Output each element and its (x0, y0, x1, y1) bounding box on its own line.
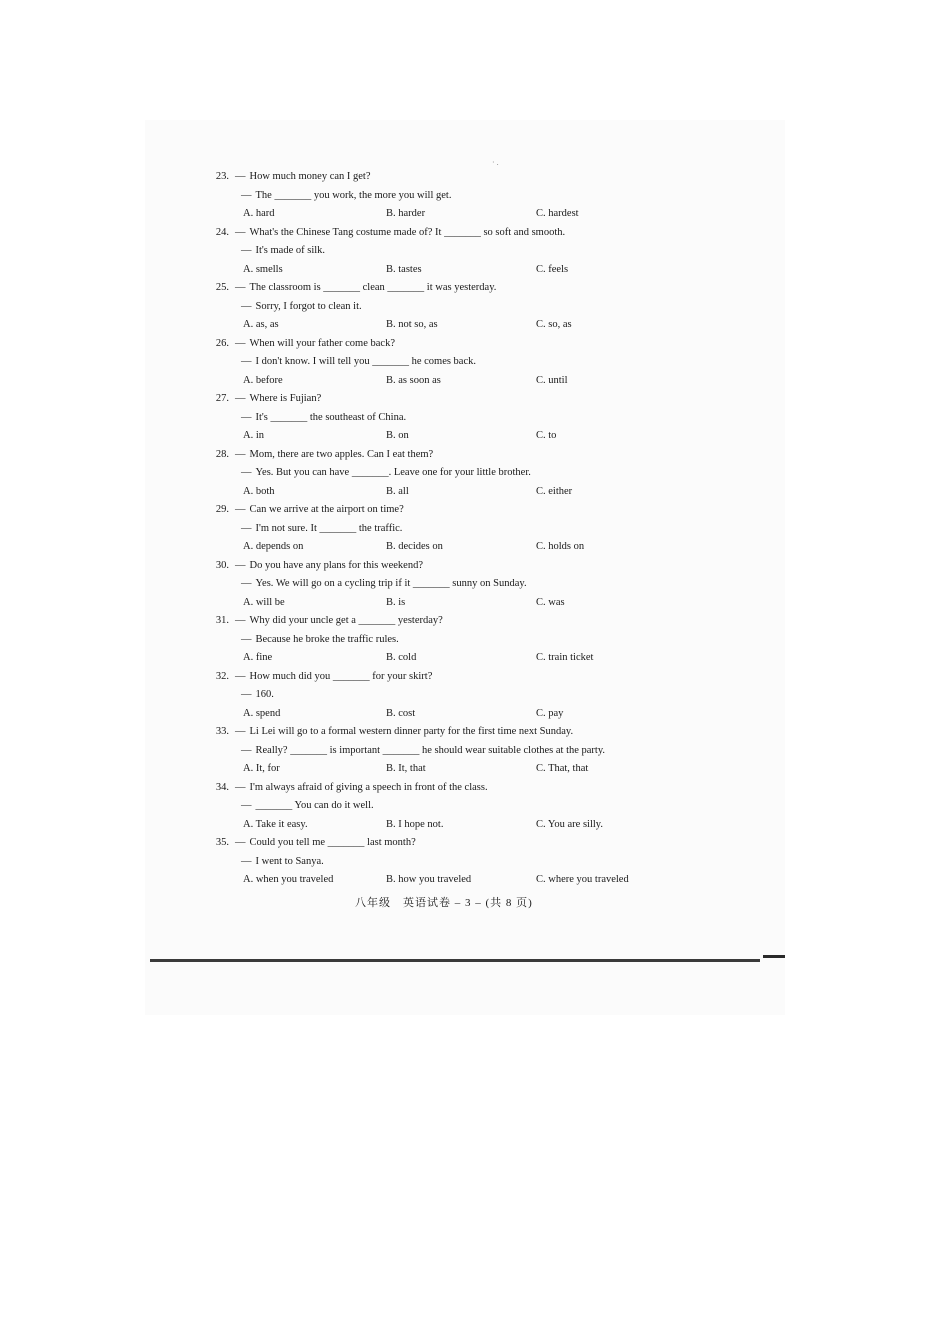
question-prompt: Li Lei will go to a formal western dinner party for the first time next Sunday. (249, 726, 574, 737)
question-response: I don't know. I will tell you _______ he comes back. (255, 356, 477, 367)
question-number: 34. (215, 781, 229, 793)
option-c: C. either (536, 485, 573, 497)
question-number: 24. (215, 226, 229, 238)
dash: — (235, 393, 246, 404)
question-response: Yes. We will go on a cycling trip if it _______ sunny on Sunday. (255, 578, 527, 589)
question-number: 25. (215, 282, 229, 293)
scan-speck: · . (492, 158, 499, 167)
dash: — (235, 781, 246, 793)
question-33 (215, 723, 675, 779)
question-number: 32. (215, 670, 229, 682)
option-a: A. fine (243, 652, 273, 663)
option-b: B. cold (386, 652, 417, 663)
dash: — (235, 670, 246, 682)
question-prompt: Mom, there are two apples. Can I eat them? (249, 448, 434, 460)
question-response: Sorry, I forgot to clean it. (255, 300, 362, 312)
option-a: A. will be (243, 596, 285, 608)
question-prompt: I'm always afraid of giving a speech in front of the class. (249, 781, 488, 793)
option-b: B. I hope not. (386, 818, 444, 830)
dash: — (241, 744, 252, 756)
option-b: B. how you traveled (386, 874, 472, 885)
question-prompt: Could you tell me _______ last month? (249, 837, 416, 848)
dash: — (241, 467, 252, 478)
option-b: B. all (386, 485, 409, 497)
question-prompt: The classroom is _______ clean _______ it was yesterday. (249, 282, 497, 293)
dash: — (235, 337, 246, 349)
option-a: A. as, as (243, 319, 279, 330)
option-c: C. feels (536, 263, 569, 275)
dash: — (241, 189, 252, 201)
question-number: 30. (215, 559, 229, 571)
question-25 (215, 279, 675, 335)
question-response: It's _______ the southeast of China. (255, 411, 407, 423)
dash: — (235, 171, 246, 182)
question-35 (215, 834, 675, 890)
dash: — (235, 837, 246, 848)
dash: — (241, 245, 252, 256)
question-29 (215, 501, 675, 557)
question-32 (215, 668, 675, 724)
question-number: 35. (215, 837, 229, 848)
question-31 (215, 612, 675, 668)
question-prompt: When will your father come back? (249, 337, 395, 349)
option-b: B. is (386, 596, 406, 608)
question-number: 27. (215, 393, 229, 404)
dash: — (235, 615, 246, 626)
question-number: 29. (215, 504, 229, 515)
dash: — (241, 411, 252, 423)
option-c: C. to (536, 430, 557, 441)
dash: — (241, 300, 252, 312)
option-b: B. as soon as (386, 374, 441, 386)
option-b: B. It, that (386, 763, 426, 774)
dash: — (241, 855, 252, 867)
question-response: The _______ you work, the more you will get. (255, 189, 452, 201)
option-a: A. in (243, 430, 264, 441)
option-c: C. where you traveled (536, 874, 629, 885)
dash: — (235, 559, 246, 571)
option-c: C. so, as (536, 319, 572, 330)
option-a: A. hard (243, 208, 275, 219)
option-c: C. You are silly. (536, 818, 603, 830)
question-number: 28. (215, 448, 229, 460)
question-response: Because he broke the traffic rules. (255, 633, 399, 645)
question-28 (215, 446, 675, 502)
question-number: 31. (215, 615, 229, 626)
question-response: I went to Sanya. (255, 855, 324, 867)
dash: — (235, 448, 246, 460)
dash: — (241, 633, 252, 645)
option-b: B. decides on (386, 541, 443, 552)
question-prompt: Where is Fujian? (249, 393, 322, 404)
question-prompt: Can we arrive at the airport on time? (249, 504, 404, 515)
question-number: 33. (215, 726, 229, 737)
option-a: A. before (243, 374, 283, 386)
question-response: Really? _______ is important _______ he should wear suitable clothes at the party. (255, 744, 606, 756)
option-b: B. harder (386, 208, 426, 219)
question-list (215, 168, 675, 890)
question-number: 26. (215, 337, 229, 349)
option-c: C. hardest (536, 208, 579, 219)
bottom-rule (150, 959, 760, 962)
option-c: C. That, that (536, 763, 589, 774)
page-footer: 八年级 英语试卷 – 3 – (共 8 页) (355, 897, 533, 909)
question-prompt: How much money can I get? (249, 171, 371, 182)
option-b: B. not so, as (386, 319, 438, 330)
option-a: A. both (243, 485, 275, 497)
question-prompt: Why did your uncle get a _______ yesterday? (249, 615, 443, 626)
option-a: A. It, for (243, 763, 280, 774)
question-prompt: How much did you _______ for your skirt? (249, 670, 433, 682)
question-response: _______ You can do it well. (255, 800, 374, 811)
option-c: C. holds on (536, 541, 585, 552)
question-24 (215, 224, 675, 280)
dash: — (241, 522, 252, 534)
option-b: B. tastes (386, 263, 422, 275)
dash: — (241, 689, 252, 700)
option-a: A. Take it easy. (243, 818, 308, 830)
dash: — (241, 800, 252, 811)
question-prompt: Do you have any plans for this weekend? (249, 559, 423, 571)
question-34 (215, 779, 675, 835)
question-response: Yes. But you can have _______. Leave one for your little brother. (255, 467, 531, 478)
dash: — (235, 504, 246, 515)
dash: — (235, 726, 246, 737)
dash: — (235, 226, 246, 238)
option-c: C. was (536, 596, 565, 608)
question-response: It's made of silk. (255, 245, 326, 256)
bottom-rule-fragment (763, 955, 785, 958)
question-23 (215, 168, 675, 224)
dash: — (235, 282, 246, 293)
question-prompt: What's the Chinese Tang costume made of? It _______ so soft and smooth. (249, 226, 566, 238)
option-b: B. on (386, 430, 409, 441)
option-a: A. spend (243, 707, 281, 719)
question-26 (215, 335, 675, 391)
option-c: C. until (536, 374, 568, 386)
question-30 (215, 557, 675, 613)
question-response: I'm not sure. It _______ the traffic. (255, 522, 403, 534)
option-a: A. when you traveled (243, 874, 334, 885)
option-c: C. pay (536, 707, 564, 719)
option-c: C. train ticket (536, 652, 594, 663)
question-response: 160. (255, 689, 274, 700)
option-b: B. cost (386, 707, 416, 719)
option-a: A. depends on (243, 541, 304, 552)
dash: — (241, 578, 252, 589)
option-a: A. smells (243, 263, 283, 275)
dash: — (241, 356, 252, 367)
question-number: 23. (215, 171, 229, 182)
question-27 (215, 390, 675, 446)
